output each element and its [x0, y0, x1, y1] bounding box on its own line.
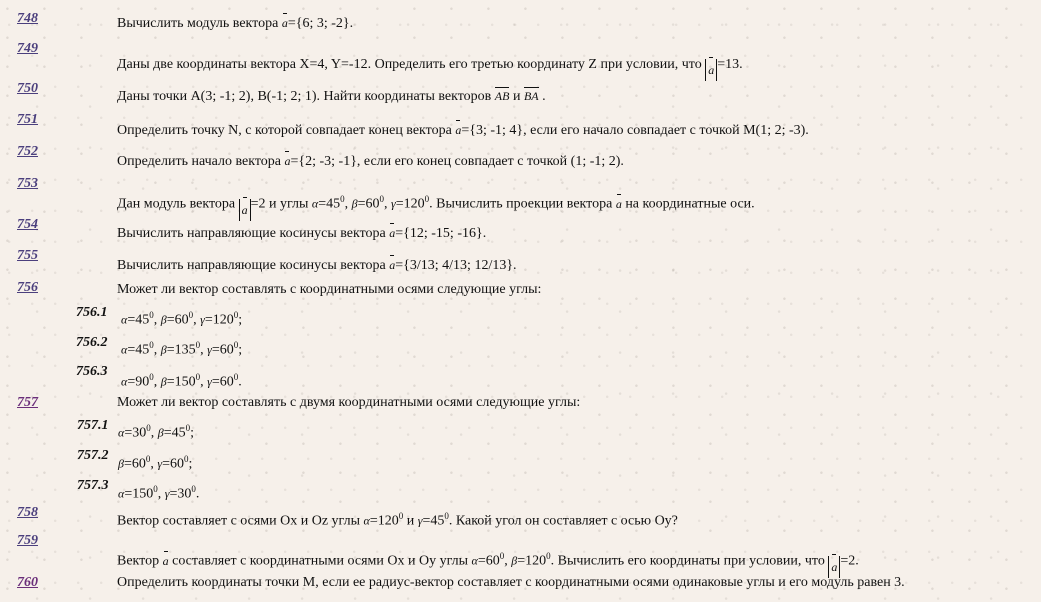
vector-modulus-symbol: a: [828, 556, 840, 578]
problem-number-754[interactable]: 754: [17, 217, 38, 232]
vector-a-symbol: a: [162, 553, 169, 568]
problem-756-text: Может ли вектор составлять с координатными осями следующие углы:: [117, 282, 542, 297]
problem-749-text: Даны две координаты вектора X=4, Y=-12. Определить его третью координату Z при условии, что a =13.: [117, 57, 743, 81]
subproblem-label: 756.1: [76, 305, 108, 320]
problem-number-758[interactable]: 758: [17, 505, 38, 520]
vector-a-symbol: a: [615, 196, 622, 211]
problem-number-755[interactable]: 755: [17, 248, 38, 263]
problem-number-748[interactable]: 748: [17, 11, 38, 26]
problem-748-text: Вычислить модуль вектора a={6; 3; -2}.: [117, 16, 354, 31]
vector-a-symbol: a: [389, 258, 396, 272]
problem-number-753[interactable]: 753: [17, 176, 38, 191]
problem-number-760[interactable]: 760: [17, 575, 38, 590]
vector-ba-symbol: BA: [523, 89, 539, 103]
problem-752-text: Определить начало вектора a={2; -3; -1}, если его конец совпадает с точкой (1; -1; 2).: [117, 154, 624, 169]
problem-number-759[interactable]: 759: [17, 533, 38, 548]
vector-a-symbol: a: [455, 123, 462, 137]
subproblem-label: 756.3: [76, 364, 108, 379]
subproblem-757-2-text: $\beta=60^0$, $\gamma=60^0$;: [118, 454, 193, 472]
problem-753-text: Дан модуль вектора a =2 и углы $\alpha=45^0$, $\beta=60^0$, $\gamma=120^0$. Вычислить проекции вектора a на координатные оси.: [117, 191, 755, 221]
problem-760-text: Определить координаты точки M, если ее радиус-вектор составляет с координатными осями одинаковые углы и его модуль равен 3.: [117, 575, 905, 590]
problem-number-757[interactable]: 757: [17, 395, 38, 410]
vector-a-symbol: a: [389, 226, 396, 240]
problem-number-749[interactable]: 749: [17, 41, 38, 56]
problem-759-text: Вектор a составляет с координатными осями Ox и Oy углы $\alpha=60^0$, $\beta=120^0$. Вычислить его координаты при условии, что a =2.: [117, 548, 859, 578]
problem-number-751[interactable]: 751: [17, 112, 38, 127]
problem-754-text: Вычислить направляющие косинусы вектора a={12; -15; -16}.: [117, 226, 487, 241]
vector-ab-symbol: AB: [494, 89, 510, 103]
subproblem-label: 757.1: [77, 418, 109, 433]
problem-number-752[interactable]: 752: [17, 144, 38, 159]
subproblem-label: 756.2: [76, 335, 108, 350]
problem-758-text: Вектор составляет с осями Ox и Oz углы $\alpha=120^0$ и $\gamma=45^0$. Какой угол он составляет с осью Oy?: [117, 511, 678, 529]
vector-a-symbol: a: [281, 16, 288, 30]
subproblem-label: 757.2: [77, 448, 109, 463]
problem-751-text: Определить точку N, с которой совпадает конец вектора a={3; -1; 4}, если его начало совпадает с точкой M(1; 2; -3).: [117, 123, 809, 138]
subproblem-756-1-text: $\alpha=45^0$, $\beta=60^0$, $\gamma=120^0$;: [121, 310, 243, 328]
problem-755-text: Вычислить направляющие косинусы вектора a={3/13; 4/13; 12/13}.: [117, 258, 517, 273]
problem-number-756[interactable]: 756: [17, 280, 38, 295]
subproblem-label: 757.3: [77, 478, 109, 493]
subproblem-756-3-text: $\alpha=90^0$, $\beta=150^0$, $\gamma=60^0$.: [121, 372, 242, 390]
problem-number-750[interactable]: 750: [17, 81, 38, 96]
subproblem-757-1-text: $\alpha=30^0$, $\beta=45^0$;: [118, 423, 194, 441]
vector-modulus-symbol: a: [705, 59, 717, 81]
problem-757-text: Может ли вектор составлять с двумя координатными осями следующие углы:: [117, 395, 581, 410]
vector-a-symbol: a: [284, 154, 291, 168]
problem-750-text: Даны точки A(3; -1; 2), B(-1; 2; 1). Найти координаты векторов AB и BA .: [117, 89, 546, 104]
vector-modulus-symbol: a: [239, 199, 251, 221]
subproblem-757-3-text: $\alpha=150^0$, $\gamma=30^0$.: [118, 484, 200, 502]
subproblem-756-2-text: $\alpha=45^0$, $\beta=135^0$, $\gamma=60^0$;: [121, 340, 243, 358]
